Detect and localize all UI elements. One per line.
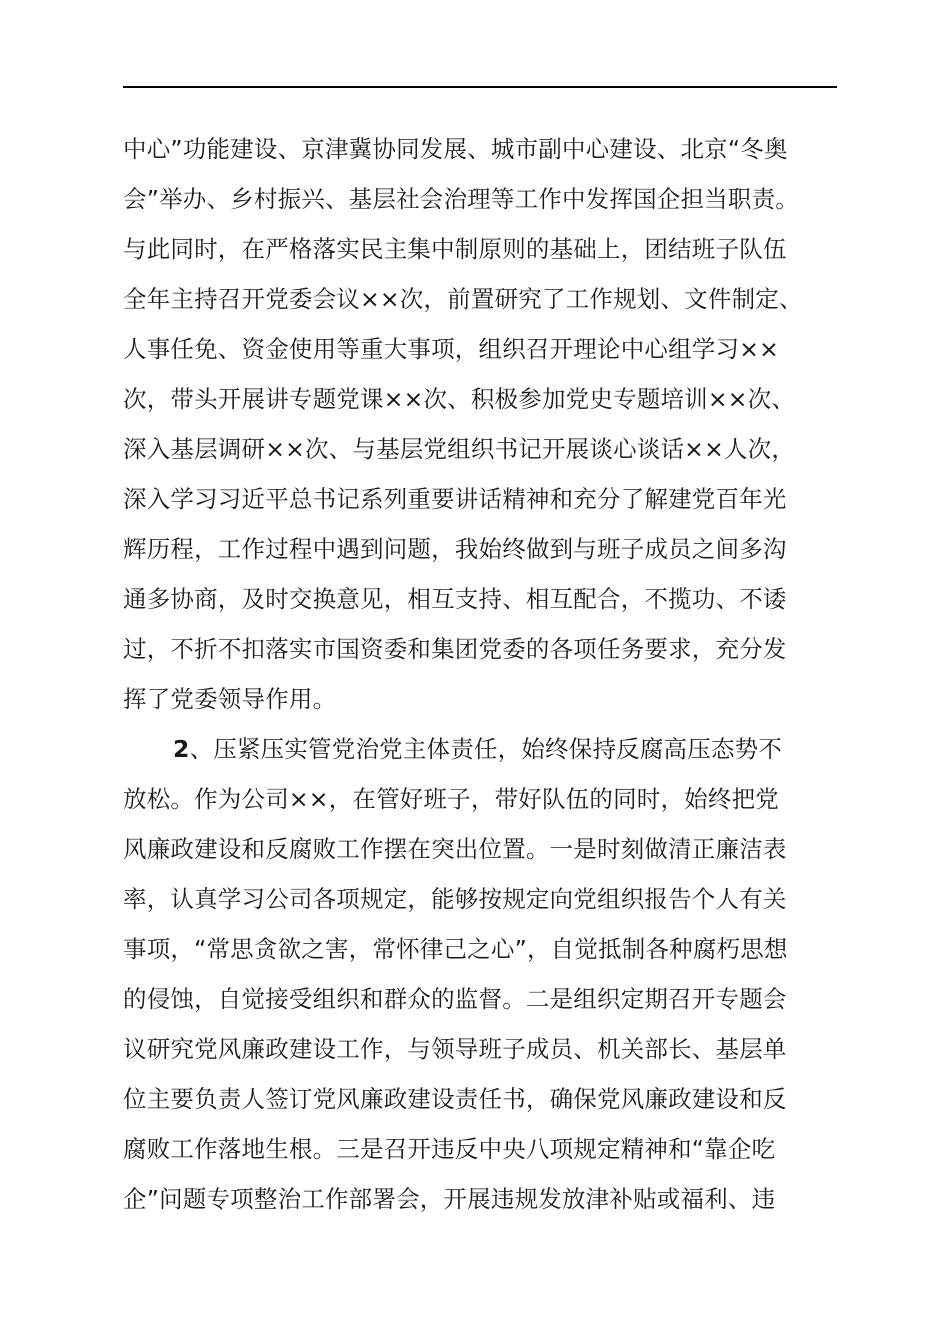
text-line: 深入学习习近平总书记系列重要讲话精神和充分了解建党百年光 <box>123 485 787 513</box>
text-line: 企”问题专项整治工作部署会，开展违规发放津补贴或福利、违 <box>123 1185 776 1213</box>
paragraph-2 <box>123 724 863 1224</box>
text-line: 事项，“常思贪欲之害，常怀律己之心”，自觉抵制各种腐朽思想 <box>123 935 788 963</box>
paragraph-heading-text: 、压紧压实管党治党主体责任，始终保持反腐高压态势不 <box>189 735 783 763</box>
paragraph-number: 2 <box>173 735 190 763</box>
paragraph-2-first-line <box>123 724 863 774</box>
text-line: 放松。作为公司××，在管好班子，带好队伍的同时，始终把党 <box>123 785 779 813</box>
text-line: 全年主持召开党委会议××次，前置研究了工作规划、文件制定、 <box>123 285 803 313</box>
text-line: 次，带头开展讲专题党课××次、积极参加党史专题培训××次、 <box>123 385 796 413</box>
text-line: 通多协商，及时交换意见，相互支持、相互配合，不揽功、不诿 <box>123 585 787 613</box>
text-line: 辉历程，工作过程中遇到问题，我始终做到与班子成员之间多沟 <box>123 535 787 563</box>
text-line: 的侵蚀，自觉接受组织和群众的监督。二是组织定期召开专题会 <box>123 985 787 1013</box>
text-line: 位主要负责人签订党风廉政建设责任书，确保党风廉政建设和反 <box>123 1085 787 1113</box>
text-line: 会”举办、乡村振兴、基层社会治理等工作中发挥国企担当职责。 <box>123 185 799 213</box>
text-line: 风廉政建设和反腐败工作摆在突出位置。一是时刻做清正廉洁表 <box>123 835 787 863</box>
paragraph-1 <box>123 124 863 724</box>
text-line: 深入基层调研××次、与基层党组织书记开展谈心谈话××人次， <box>123 435 796 463</box>
text-line: 率，认真学习公司各项规定，能够按规定向党组织报告个人有关 <box>123 885 787 913</box>
text-line: 议研究党风廉政建设工作，与领导班子成员、机关部长、基层单 <box>123 1035 787 1063</box>
header-rule <box>123 86 837 88</box>
text-line: 人事任免、资金使用等重大事项，组织召开理论中心组学习×× <box>123 335 779 363</box>
text-line: 腐败工作落地生根。三是召开违反中央八项规定精神和“靠企吃 <box>123 1135 776 1163</box>
text-line: 中心”功能建设、京津冀协同发展、城市副中心建设、北京“冬奥 <box>123 135 788 163</box>
document-body <box>123 124 863 1224</box>
text-line: 与此同时，在严格落实民主集中制原则的基础上，团结班子队伍 <box>123 235 787 263</box>
text-line: 过，不折不扣落实市国资委和集团党委的各项任务要求，充分发 <box>123 635 787 663</box>
text-line: 挥了党委领导作用。 <box>123 685 337 713</box>
